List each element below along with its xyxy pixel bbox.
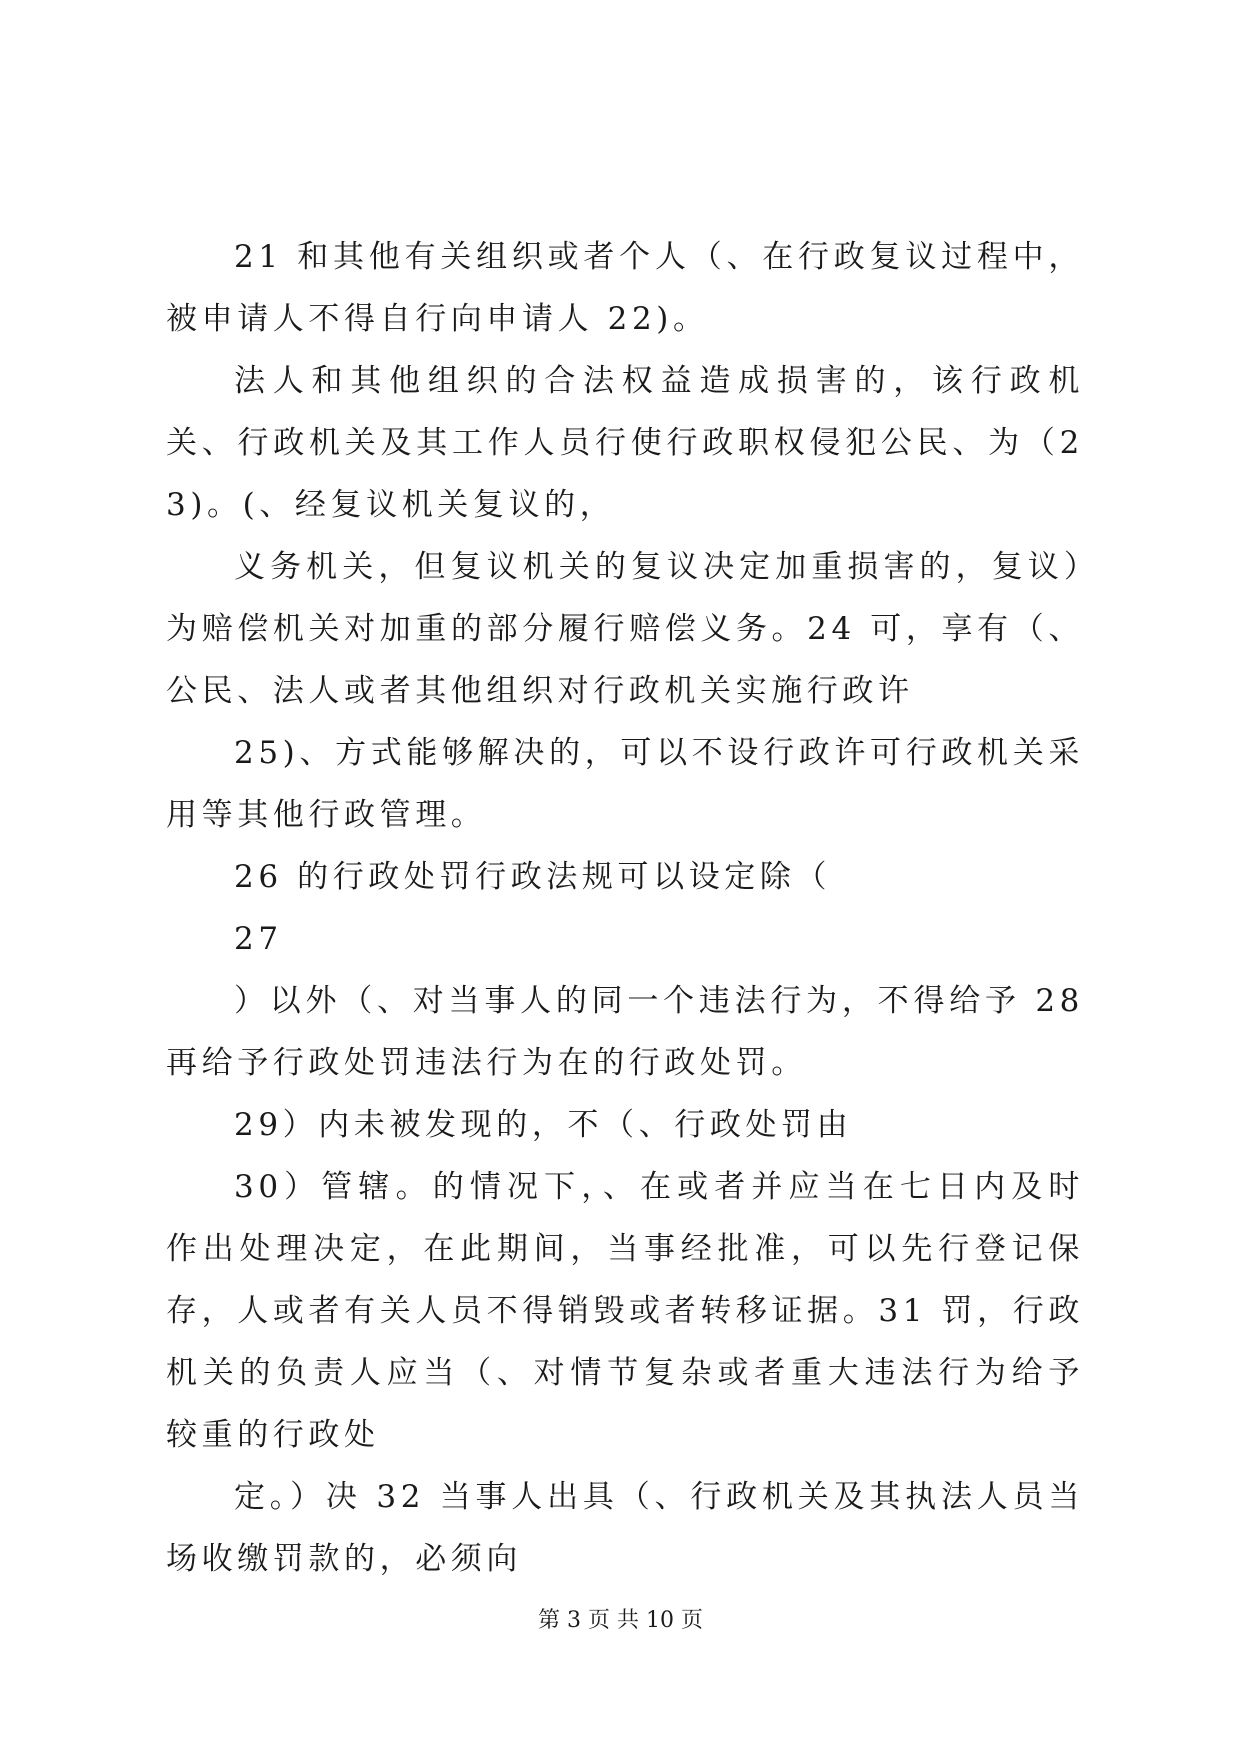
paragraph: 法人和其他组织的合法权益造成损害的，该行政机关、行政机关及其工作人员行使行政职权侵犯公民、为（23)。(、经复议机关复议的， xyxy=(166,363,1084,523)
paragraph: 义务机关，但复议机关的复议决定加重损害的，复议）为赔偿机关对加重的部分履行赔偿义务。24 可，享有（、公民、法人或者其他组织对行政机关实施行政许 xyxy=(166,549,1084,709)
document-body xyxy=(166,226,1084,1590)
paragraph: 25)、方式能够解决的，可以不设行政许可行政机关采用等其他行政管理。 xyxy=(166,735,1084,833)
paragraph: ）以外（、对当事人的同一个违法行为，不得给予 28 再给予行政处罚违法行为在的行政处罚。 xyxy=(166,983,1084,1081)
paragraph: 26 的行政处罚行政法规可以设定除（ xyxy=(234,859,832,895)
paragraph: 21 和其他有关组织或者个人（、在行政复议过程中，被申请人不得自行向申请人 22)。 xyxy=(166,239,1084,337)
paragraph: 30）管辖。的情况下，、在或者并应当在七日内及时作出处理决定，在此期间，当事经批准，可以先行登记保存，人或者有关人员不得销毁或者转移证据。31 罚，行政机关的负责人应当（、对情节复杂或者重大违法行为给予较重的行政处 xyxy=(166,1169,1084,1453)
paragraph: 定。）决 32 当事人出具（、行政机关及其执法人员当场收缴罚款的，必须向 xyxy=(166,1479,1084,1577)
paragraph: 29）内未被发现的，不（、行政处罚由 xyxy=(234,1107,853,1143)
paragraph: 27 xyxy=(234,921,283,957)
page-number-footer: 第 3 页 共 10 页 xyxy=(538,1608,703,1633)
